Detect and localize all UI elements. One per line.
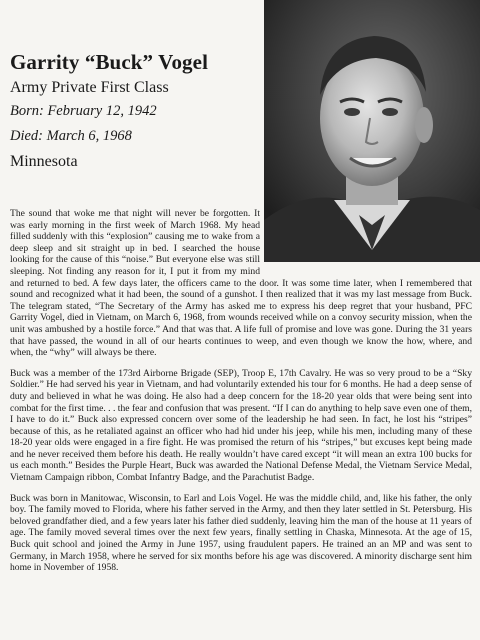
- paragraph-1: The sound that woke me that night will never be forgotten. It was early morning in the first week of March 1968. My head filled suddenly with this “explosion” causing me to wake from a deep sleep and sit straight up in bed. I searched the house looking for the cause of this “noise.” But everyone else was still sleeping. Not finding any reason for it, I put it from my mind and returned to bed. A few days later, the officers came to the door. It was some time later, when I remembered that sound and recognized what it had been, the sound of a gunshot. I then realized that it was my last message from Buck. The telegram stated, “The Secretary of the Army has asked me to express his deep regret that your husband, PFC Garrity Vogel, died in Vietnam, on March 6, 1968, from wounds received while on a convoy security mission, when the unit was ambushed by a hostile force.” And that was that. A life full of promise and love was gone. During the 31 years that have passed, the wound in all of our hearts continues to weep, and even though we know the how, where, and when, the “why” will always be there.: [10, 208, 472, 359]
- soldier-rank: Army Private First Class: [10, 79, 169, 96]
- biography-text: [10, 208, 472, 583]
- paragraph-2: Buck was a member of the 173rd Airborne Brigade (SEP), Troop E, 17th Cavalry. He was so very proud to be a “Sky Soldier.” He had served his year in Vietnam, and had voluntarily extended his tour for 6 months. He had a deep sense of duty and believed in what he was doing. He also had a deep concern for the 18-20 year olds that were being sent into combat for the first time. . . the fear and confusion that was present. “If I can do anything to help save even one of them, I have to do it.” Buck also expressed concern over some of the leadership he had seen. In fact, he lost his “stripes” because of this, as he retaliated against an officer who had hid under his jeep, while his men, including many of these 18-20 year olds were engaged in a fire fight. He was promised the return of his “stripes,” but excuses kept being made and he never received them before his death. He really wouldn’t have cared except “it will mean an extra 100 bucks for us each month.” Besides the Purple Heart, Buck was awarded the National Defense Medal, the Vietnam Service Medal, Vietnam Campaign ribbon, Combat Infantry Badge, and the Parachutist Badge.: [10, 367, 472, 484]
- header-block: [10, 50, 260, 171]
- birth-date: Born: February 12, 1942: [10, 103, 157, 119]
- paragraph-3: Buck was born in Manitowac, Wisconsin, to Earl and Lois Vogel. He was the middle child, and, like his father, the only boy. The family moved to Florida, where his father served in the Army, and then they later settled in St. Petersburg. His beloved grandfather died, and a few years later his father died suddenly, leaving him the man of the house at 11 years of age. The family moved several times over the next few years, finally settling in Chaska, Minnesota. At the age of 15, Buck quit school and joined the Army in June 1957, using fraudulent papers. He trained an an MP and was sent to Germany, in March 1958, where he served for six months before his age was discovered. A minority discharge sent him home in November of 1958.: [10, 492, 472, 574]
- death-date: Died: March 6, 1968: [10, 128, 132, 144]
- soldier-name: Garrity “Buck” Vogel: [10, 50, 209, 74]
- photo-wrap-spacer: [260, 208, 472, 266]
- home-state: Minnesota: [10, 153, 78, 170]
